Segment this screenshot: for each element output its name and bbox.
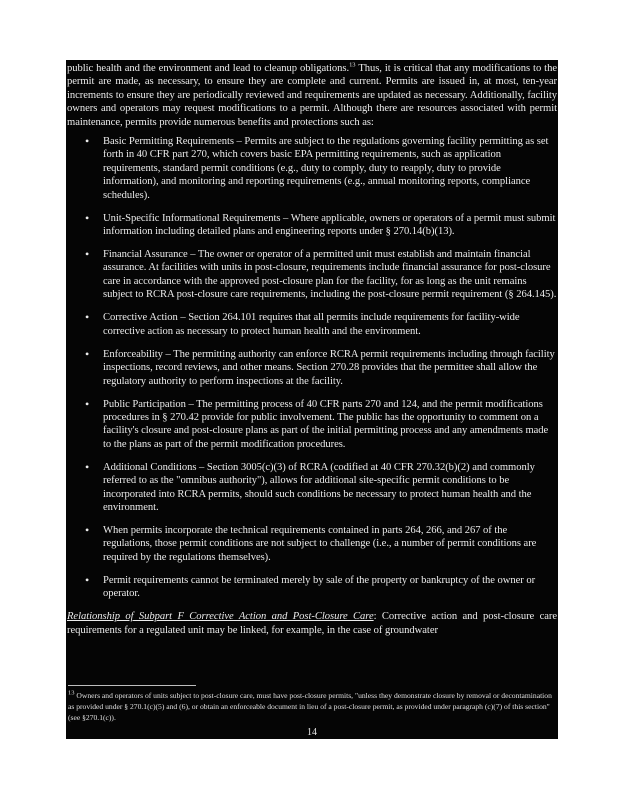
list-item-text: Basic Permitting Requirements – Permits are subject to the regulations governing facility permitting as set forth in 40 CFR part 270, which covers basic EPA permitting requirements, such as application requirements, standard permit conditions (e.g., duty to comply, duty to reapply, duty to provide information), and monitoring and reporting requirements (e.g., annual monitoring reports, compliance schedules). — [103, 136, 549, 201]
list-item — [67, 135, 557, 202]
section-heading: Relationship of Subpart F Corrective Action and Post-Closure Care — [67, 611, 374, 623]
inverted-scan-region — [66, 60, 558, 739]
intro-paragraph — [67, 62, 557, 129]
bullet-icon: • — [85, 459, 90, 474]
list-item — [67, 524, 557, 564]
list-item-text: Financial Assurance – The owner or operator of a permitted unit must establish and maintain financial assurance. At facilities with units in post-closure, requirements include financial assurance for post-closure care in accordance with the approved post-closure plan for the facility, for as long as the unit remains subject to RCRA post-closure care requirements, including the post-closure permit requirement (§ 264.145). — [103, 249, 557, 301]
bullet-icon: • — [85, 247, 90, 262]
footnote-marker: 13 — [68, 689, 75, 697]
list-item — [67, 248, 557, 302]
bullet-icon: • — [85, 522, 90, 537]
footnote-divider — [68, 685, 196, 686]
closing-paragraph — [67, 610, 557, 637]
list-item — [67, 212, 557, 239]
page-number: 14 — [307, 727, 317, 738]
intro-line-2: Thus, it is critical that any modifications to the permit are made, as necessary, to ensure they are complete and current. Permits are issued in, at most, ten-year increments to ensure they are periodically reviewed and requirements are updated as necessary. Additionally, facility owners and operators may request modifications to a permit. Although there are resources associated with permit maintenance, permits provide numerous benefits and protections such as: — [67, 63, 557, 128]
list-item — [67, 398, 557, 452]
bullet-icon: • — [85, 346, 90, 361]
list-item — [67, 348, 557, 388]
bullet-icon: • — [85, 210, 90, 225]
list-item-text: Additional Conditions – Section 3005(c)(3) of RCRA (codified at 40 CFR 270.32(b)(2) and commonly referred to as the "omnibus authority"), allows for additional site-specific permit conditions to be incorporated into RCRA permits, should such conditions be necessary to protect human health and the environment. — [103, 461, 535, 513]
list-item-text: Corrective Action – Section 264.101 requires that all permits include requirements for facility-wide corrective action as necessary to protect human health and the environment. — [103, 312, 520, 337]
list-item-text: Unit-Specific Informational Requirements – Where applicable, owners or operators of a permit must submit information including detailed plans and engineering reports under § 270.14(b)(13). — [103, 212, 556, 238]
bullet-icon: • — [85, 396, 90, 411]
body-text — [67, 62, 557, 637]
footnote-text: Owners and operators of units subject to post-closure care, must have post-closure permits, "unless they demonstrate closure by removal or decontamination as provided under § 270.1(c)(5) and (6), or obtain an enforceable document in lieu of a post-closure permit, as provided under paragraph (c)(7) of this section" (see §270.1(c)). — [68, 691, 552, 722]
list-item — [67, 311, 557, 338]
list-item-text: Enforceability – The permitting authority can enforce RCRA permit requirements including through facility inspections, record reviews, and other means. Section 270.28 provides that the permittee shall allow the regulatory authority to perform inspections at the facility. — [103, 348, 555, 387]
bullet-icon: • — [85, 310, 90, 325]
footnote-reference: 13 — [349, 61, 356, 69]
list-item — [67, 574, 557, 601]
list-item — [67, 461, 557, 515]
bullet-icon: • — [85, 134, 90, 149]
footnote — [68, 690, 556, 723]
list-item-text: Permit requirements cannot be terminated merely by sale of the property or bankruptcy of the owner or operator. — [103, 574, 536, 600]
bullet-icon: • — [85, 572, 90, 587]
benefits-list — [67, 135, 557, 601]
list-item-text: When permits incorporate the technical requirements contained in parts 264, 266, and 267 of the regulations, those permit conditions are not subject to challenge (i.e., a number of permit conditions are required by the regulations themselves). — [103, 524, 537, 563]
list-item-text: Public Participation – The permitting process of 40 CFR parts 270 and 124, and the permit modifications procedures in § 270.42 provide for public involvement. The public has the opportunity to comment on a facility's closure and post-closure plans as part of the initial permitting process and any amendments made to the plans as part of the permit modification procedures. — [103, 398, 549, 450]
intro-line-1: public health and the environment and lead to cleanup obligations. — [67, 63, 350, 74]
closing-text: : Corrective action and post-closure care requirements for a regulated unit may be linked, for example, in the case of groundwater — [67, 611, 558, 636]
